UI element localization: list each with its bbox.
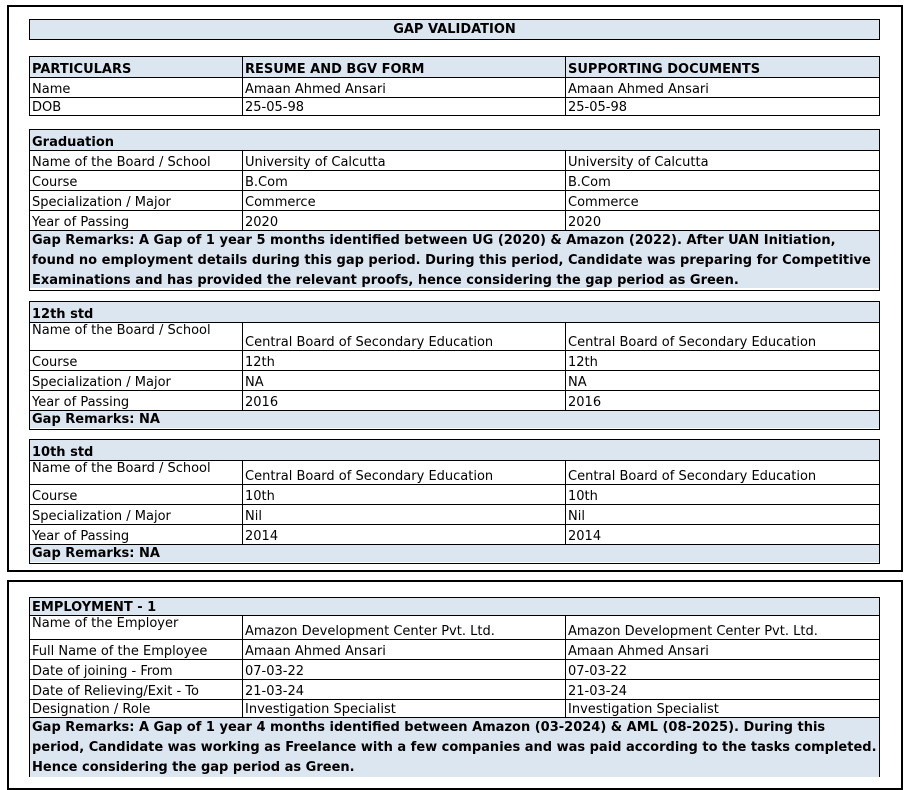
table-row xyxy=(30,150,879,170)
gap-remarks: Gap Remarks: NA xyxy=(30,411,879,428)
row-docs-value: University of Calcutta xyxy=(568,155,709,170)
section-heading-row xyxy=(30,130,879,150)
row-resume-value: Central Board of Secondary Education xyxy=(243,323,566,350)
row-label: Course xyxy=(30,351,243,370)
table-row xyxy=(30,390,879,410)
row-label: Year of Passing xyxy=(30,391,243,410)
row-docs-value: Commerce xyxy=(568,195,639,210)
table-row xyxy=(30,639,879,659)
row-docs-value: Central Board of Secondary Education xyxy=(568,335,817,350)
row-resume-value: 10th xyxy=(243,485,566,504)
row-label: Date of Relieving/Exit - To xyxy=(30,680,243,699)
row-resume-value: B.Com xyxy=(243,171,566,190)
row-docs-value: 2020 xyxy=(568,215,602,230)
row-resume-value: 2020 xyxy=(243,211,566,230)
table-row xyxy=(30,170,879,190)
gap-remarks: Gap Remarks: NA xyxy=(30,545,879,562)
page-title: GAP VALIDATION xyxy=(393,22,516,37)
row-resume-value: Amaan Ahmed Ansari xyxy=(243,78,566,97)
section-heading: 12th std xyxy=(32,307,94,322)
header-docs: SUPPORTING DOCUMENTS xyxy=(568,62,761,77)
table-row xyxy=(30,460,879,484)
row-label: Course xyxy=(30,485,243,504)
row-docs-value: 07-03-22 xyxy=(568,664,628,679)
row-resume-value: Amazon Development Center Pvt. Ltd. xyxy=(243,616,566,639)
table-row xyxy=(30,659,879,679)
table-row xyxy=(30,190,879,210)
graduation-table xyxy=(29,129,880,291)
row-resume-value: 2014 xyxy=(243,525,566,544)
table-row xyxy=(30,699,879,717)
tenth-table xyxy=(29,439,880,564)
row-docs-value: 10th xyxy=(568,489,598,504)
section-heading: Graduation xyxy=(32,135,115,150)
table-row xyxy=(30,370,879,390)
row-docs-value: 2016 xyxy=(568,395,602,410)
row-docs-value: Amaan Ahmed Ansari xyxy=(568,82,709,97)
row-label: Name xyxy=(30,78,243,97)
row-docs-value: Amaan Ahmed Ansari xyxy=(568,644,709,659)
row-docs-value: 2014 xyxy=(568,529,602,544)
row-label: DOB xyxy=(30,98,243,115)
row-label: Name of the Board / School xyxy=(30,151,243,170)
gap-remarks: Gap Remarks: A Gap of 1 year 5 months identified between UG (2020) & Amazon (2022). After UAN Initiation, found no employment details during this gap period. During this period, Candidate was preparing for Competitive Examinations and has provided the relevant proofs, hence considering the gap period as Green. xyxy=(30,231,879,288)
table-row xyxy=(30,97,879,115)
row-docs-value: Central Board of Secondary Education xyxy=(568,469,817,484)
table-row xyxy=(30,679,879,699)
row-label: Date of joining - From xyxy=(30,660,243,679)
row-docs-value: Investigation Specialist xyxy=(568,702,719,717)
row-label: Designation / Role xyxy=(30,700,243,717)
row-docs-value: NA xyxy=(568,375,587,390)
row-label: Name of the Board / School xyxy=(30,323,243,350)
row-label: Name of the Board / School xyxy=(30,461,243,484)
row-resume-value: Central Board of Secondary Education xyxy=(243,461,566,484)
remarks-row xyxy=(30,410,879,428)
section-heading-row xyxy=(30,598,879,615)
table-row xyxy=(30,210,879,230)
row-label: Year of Passing xyxy=(30,211,243,230)
title-bar xyxy=(29,19,880,40)
row-resume-value: 25-05-98 xyxy=(243,98,566,115)
remarks-row xyxy=(30,230,879,288)
row-docs-value: 25-05-98 xyxy=(568,100,628,115)
row-label: Specialization / Major xyxy=(30,371,243,390)
table-row xyxy=(30,524,879,544)
row-label: Course xyxy=(30,171,243,190)
section-heading-row xyxy=(30,302,879,322)
row-label: Specialization / Major xyxy=(30,191,243,210)
row-resume-value: 12th xyxy=(243,351,566,370)
twelfth-table xyxy=(29,301,880,430)
row-resume-value: 21-03-24 xyxy=(243,680,566,699)
table-row xyxy=(30,350,879,370)
row-label: Specialization / Major xyxy=(30,505,243,524)
row-docs-value: B.Com xyxy=(568,175,611,190)
section-heading: EMPLOYMENT - 1 xyxy=(32,600,157,615)
table-row xyxy=(30,484,879,504)
table-row xyxy=(30,504,879,524)
row-docs-value: 12th xyxy=(568,355,598,370)
row-docs-value: Nil xyxy=(568,509,585,524)
header-particulars: PARTICULARS xyxy=(30,57,243,77)
row-resume-value: University of Calcutta xyxy=(243,151,566,170)
header-resume: RESUME AND BGV FORM xyxy=(243,57,566,77)
row-docs-value: 21-03-24 xyxy=(568,684,628,699)
row-resume-value: 07-03-22 xyxy=(243,660,566,679)
row-label: Name of the Employer xyxy=(30,616,243,639)
row-label: Full Name of the Employee xyxy=(30,640,243,659)
remarks-row xyxy=(30,717,879,777)
table-row xyxy=(30,322,879,350)
table-row xyxy=(30,615,879,639)
remarks-row xyxy=(30,544,879,562)
section-heading: 10th std xyxy=(32,445,94,460)
table-header-row xyxy=(30,57,879,77)
row-docs-value: Amazon Development Center Pvt. Ltd. xyxy=(568,624,818,639)
row-resume-value: Commerce xyxy=(243,191,566,210)
personal-table xyxy=(29,56,880,116)
row-resume-value: 2016 xyxy=(243,391,566,410)
row-resume-value: NA xyxy=(243,371,566,390)
gap-remarks: Gap Remarks: A Gap of 1 year 4 months identified between Amazon (03-2024) & AML (08-2025). During this period, Candidate was working as Freelance with a few companies and was paid according to the tasks completed. Hence considering the gap period as Green. xyxy=(30,718,879,777)
row-label: Year of Passing xyxy=(30,525,243,544)
row-resume-value: Amaan Ahmed Ansari xyxy=(243,640,566,659)
table-row xyxy=(30,77,879,97)
employment-table xyxy=(29,597,880,777)
row-resume-value: Investigation Specialist xyxy=(243,700,566,717)
row-resume-value: Nil xyxy=(243,505,566,524)
section-heading-row xyxy=(30,440,879,460)
